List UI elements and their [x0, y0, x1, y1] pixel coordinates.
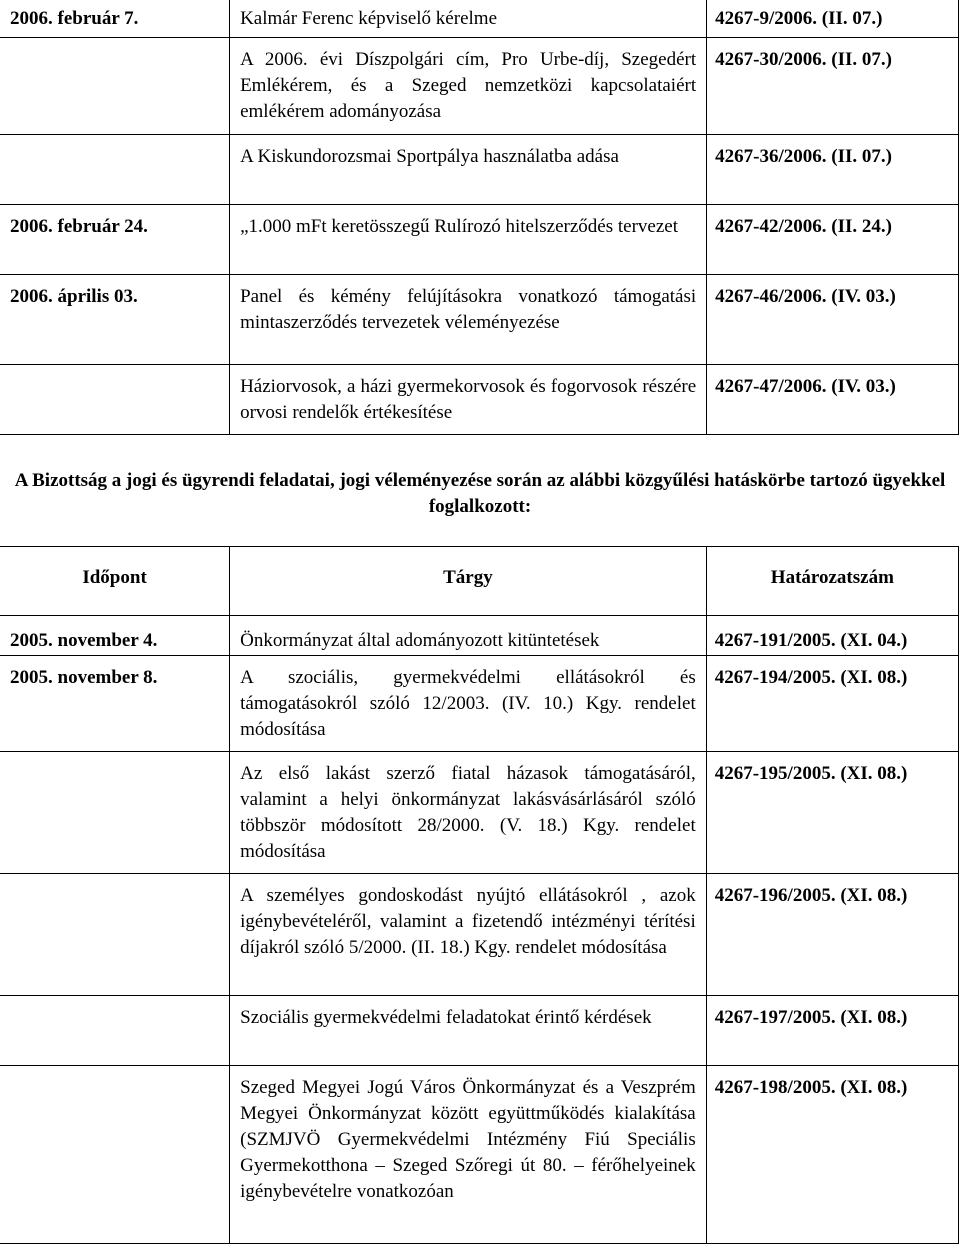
date-cell: 2005. november 4.	[0, 616, 230, 656]
date-cell	[0, 365, 230, 435]
table-row	[0, 874, 959, 996]
table-row	[0, 656, 959, 752]
subject-cell: Panel és kémény felújításokra vonatkozó támogatási mintaszerződés tervezetek véleményezése	[230, 275, 707, 365]
subject-cell: Kalmár Ferenc képviselő kérelme	[230, 0, 707, 38]
date-cell: 2006. február 7.	[0, 0, 230, 38]
date-cell	[0, 996, 230, 1066]
subject-cell: A személyes gondoskodást nyújtó ellátásokról , azok igénybevételéről, valamint a fizetendő intézményi térítési díjakról szóló 5/2000. (II. 18.) Kgy. rendelet módosítása	[230, 874, 707, 996]
subject-cell: Az első lakást szerző fiatal házasok támogatásáról, valamint a helyi önkormányzat lakásvásárlásáról szóló többször módosított 28/2000. (V. 18.) Kgy. rendelet módosítása	[230, 752, 707, 874]
number-cell: 4267-198/2005. (XI. 08.)	[706, 1066, 958, 1244]
table-row	[0, 38, 959, 135]
number-cell: 4267-46/2006. (IV. 03.)	[707, 275, 959, 365]
date-cell	[0, 1066, 230, 1244]
number-cell: 4267-30/2006. (II. 07.)	[707, 38, 959, 135]
subject-cell: Szociális gyermekvédelmi feladatokat érintő kérdések	[230, 996, 707, 1066]
number-cell: 4267-195/2005. (XI. 08.)	[706, 752, 958, 874]
table-row	[0, 135, 959, 205]
header-date: Időpont	[0, 547, 230, 616]
number-cell: 4267-196/2005. (XI. 08.)	[706, 874, 958, 996]
number-cell: 4267-197/2005. (XI. 08.)	[706, 996, 958, 1066]
header-number: Határozatszám	[706, 547, 958, 616]
subject-cell: A 2006. évi Díszpolgári cím, Pro Urbe-díj, Szegedért Emlékérem, és a Szeged nemzetközi kapcsolataiért emlékérem adományozása	[230, 38, 707, 135]
date-cell	[0, 752, 230, 874]
number-cell: 4267-36/2006. (II. 07.)	[707, 135, 959, 205]
table-row	[0, 996, 959, 1066]
subject-cell: Háziorvosok, a házi gyermekorvosok és fogorvosok részére orvosi rendelők értékesítése	[230, 365, 707, 435]
subject-cell: Szeged Megyei Jogú Város Önkormányzat és a Veszprém Megyei Önkormányzat között együttműködés kialakítása (SZMJVÖ Gyermekvédelmi Intézmény Fiú Speciális Gyermekotthona – Szeged Szőregi út 80. – férőhelyeinek igénybevételre vonatkozóan	[230, 1066, 707, 1244]
table-row	[0, 365, 959, 435]
resolutions-table-2005	[0, 546, 959, 1244]
subject-cell: A szociális, gyermekvédelmi ellátásokról és támogatásokról szóló 12/2003. (IV. 10.) Kgy. rendelet módosítása	[230, 656, 707, 752]
table-row	[0, 205, 959, 275]
table-header-row	[0, 547, 959, 616]
table-row	[0, 1066, 959, 1244]
date-cell	[0, 135, 230, 205]
date-cell: 2006. február 24.	[0, 205, 230, 275]
number-cell: 4267-191/2005. (XI. 04.)	[706, 616, 958, 656]
header-subject: Tárgy	[230, 547, 707, 616]
date-cell	[0, 38, 230, 135]
table-row	[0, 0, 959, 38]
number-cell: 4267-194/2005. (XI. 08.)	[706, 656, 958, 752]
date-cell: 2005. november 8.	[0, 656, 230, 752]
table-row	[0, 275, 959, 365]
date-cell: 2006. április 03.	[0, 275, 230, 365]
table-row	[0, 752, 959, 874]
section-intro: A Bizottság a jogi és ügyrendi feladatai, jogi véleményezése során az alábbi közgyűlési hatáskörbe tartozó ügyekkel foglalkozott:	[14, 470, 946, 517]
number-cell: 4267-9/2006. (II. 07.)	[707, 0, 959, 38]
date-cell	[0, 874, 230, 996]
number-cell: 4267-42/2006. (II. 24.)	[707, 205, 959, 275]
number-cell: 4267-47/2006. (IV. 03.)	[707, 365, 959, 435]
subject-cell: „1.000 mFt keretösszegű Rulírozó hitelszerződés tervezet	[230, 205, 707, 275]
subject-cell: Önkormányzat által adományozott kitüntetések	[230, 616, 707, 656]
subject-cell: A Kiskundorozsmai Sportpálya használatba adása	[230, 135, 707, 205]
resolutions-table-2006	[0, 0, 959, 435]
table-row	[0, 616, 959, 656]
